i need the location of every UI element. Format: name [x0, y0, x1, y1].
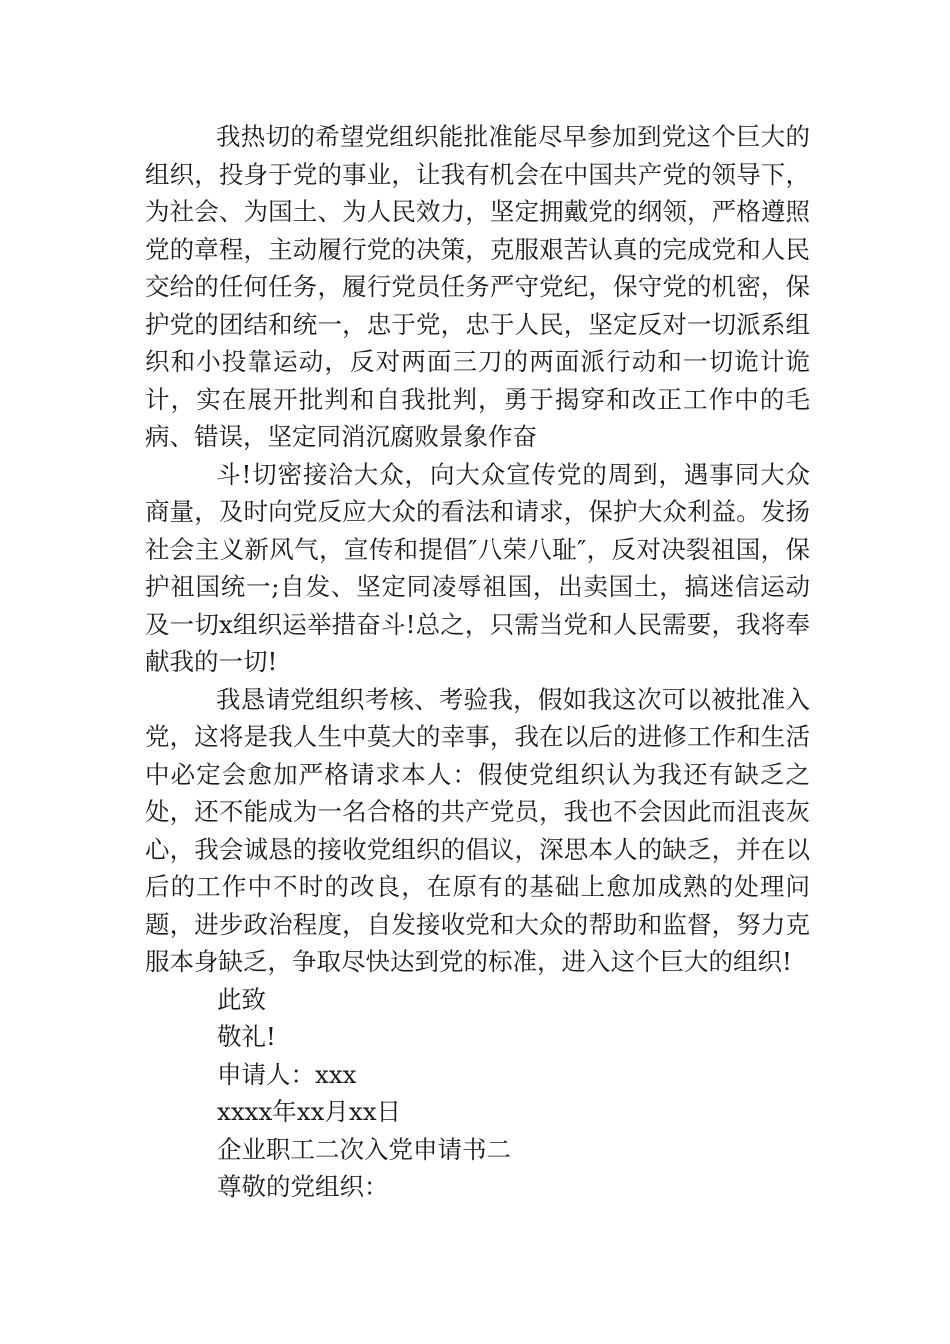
applicant-line: 申请人：xxx: [217, 1059, 357, 1089]
next-document-title: 企业职工二次入党申请书二: [217, 1134, 511, 1164]
paragraph-2: 斗!切密接洽大众，向大众宣传党的周到，遇事同大众商量，及时向党反应大众的看法和请求，保护大众利益。发扬社会主义新风气，宣传和提倡″八荣八耻″，反对决裂祖国，保护祖国统一;自发、坚定同凌辱祖国，出卖国土，搞迷信运动及一切x组织运举措奋斗!总之，只需当党和人民需要，我将奉献我的一切!: [145, 459, 810, 676]
paragraph-3: 我恳请党组织考核、考验我，假如我这次可以被批准入党，这将是我人生中莫大的幸事，我在以后的进修工作和生活中必定会愈加严格请求本人：假使党组织认为我还有缺乏之处，还不能成为一名合格的共产党员，我也不会因此而沮丧灰心，我会诚恳的接收党组织的倡议，深思本人的缺乏，并在以后的工作中不时的改良，在原有的基础上愈加成熟的处理问题，进步政治程度，自发接收党和大众的帮助和监督，努力克服本身缺乏，争取尽快达到党的标准，进入这个巨大的组织!: [145, 684, 810, 976]
date-line: xxxx年xx月xx日: [217, 1097, 402, 1126]
salute-line: 敬礼!: [217, 1022, 276, 1051]
paragraph-1: 我热切的希望党组织能批准能尽早参加到党这个巨大的组织，投身于党的事业，让我有机会在中国共产党的领导下，为社会、为国土、为人民效力，坚定拥戴党的纲领，严格遵照党的章程，主动履行党的决策，克服艰苦认真的完成党和人民交给的任何任务，履行党员任务严守党纪，保守党的机密，保护党的团结和统一，忠于党，忠于人民，坚定反对一切派系组织和小投靠运动，反对两面三刀的两面派行动和一切诡计诡计，实在展开批判和自我批判，勇于揭穿和改正工作中的毛病、错误，坚定同消沉腐败景象作奋: [145, 122, 810, 451]
document-body: [145, 118, 810, 1206]
next-document-greeting: 尊敬的党组织：: [217, 1172, 389, 1201]
closing-line: 此致: [217, 984, 266, 1014]
